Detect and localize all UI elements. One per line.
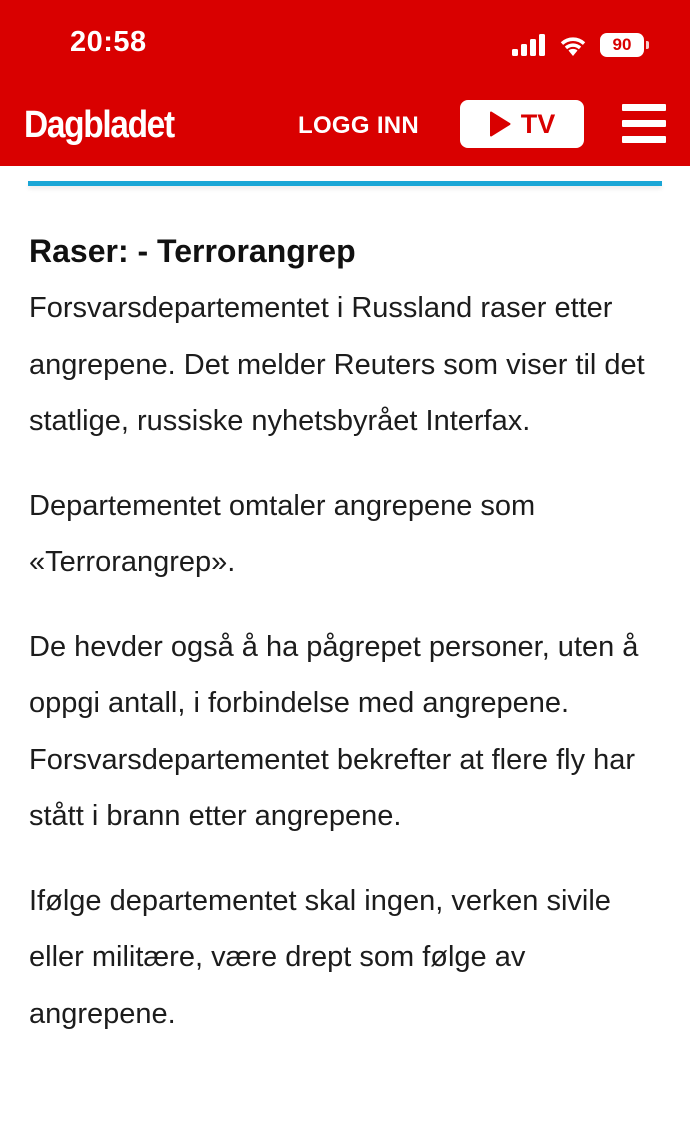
top-bar — [0, 0, 690, 166]
battery-level: 90 — [612, 35, 632, 54]
article-headline: Raser: - Terrorangrep — [29, 233, 356, 269]
article-paragraph: De hevder også å ha pågrepet personer, uten å oppgi antall, i forbindelse med angrepene. Forsvarsdepartementet bekrefter at flere fly har stått i brann etter angrepene. — [29, 630, 639, 832]
tv-button[interactable] — [460, 100, 584, 148]
play-icon — [489, 111, 511, 137]
section-divider — [28, 181, 662, 186]
wifi-icon — [558, 34, 588, 56]
article-paragraph: Departementet omtaler angrepene som «Terrorangrep». — [29, 489, 536, 578]
battery-icon — [600, 33, 644, 57]
dagbladet-logo[interactable]: Dagbladet — [24, 104, 174, 146]
status-icons — [512, 32, 644, 58]
status-time: 20:58 — [70, 26, 147, 58]
site-navbar — [0, 92, 690, 166]
article-body — [29, 228, 669, 1042]
status-bar — [0, 0, 690, 92]
tv-label: TV — [520, 108, 556, 139]
login-button[interactable]: LOGG INN — [298, 112, 420, 139]
article-paragraph: Forsvarsdepartementet i Russland raser etter angrepene. Det melder Reuters som viser til det statlige, russiske nyhetsbyrået Interfax. — [29, 292, 645, 437]
article-paragraph: Ifølge departementet skal ingen, verken sivile eller militære, være drept som følge av angrepene. — [29, 884, 611, 1030]
hamburger-menu-icon[interactable] — [622, 102, 666, 146]
cellular-signal-icon — [512, 34, 546, 56]
